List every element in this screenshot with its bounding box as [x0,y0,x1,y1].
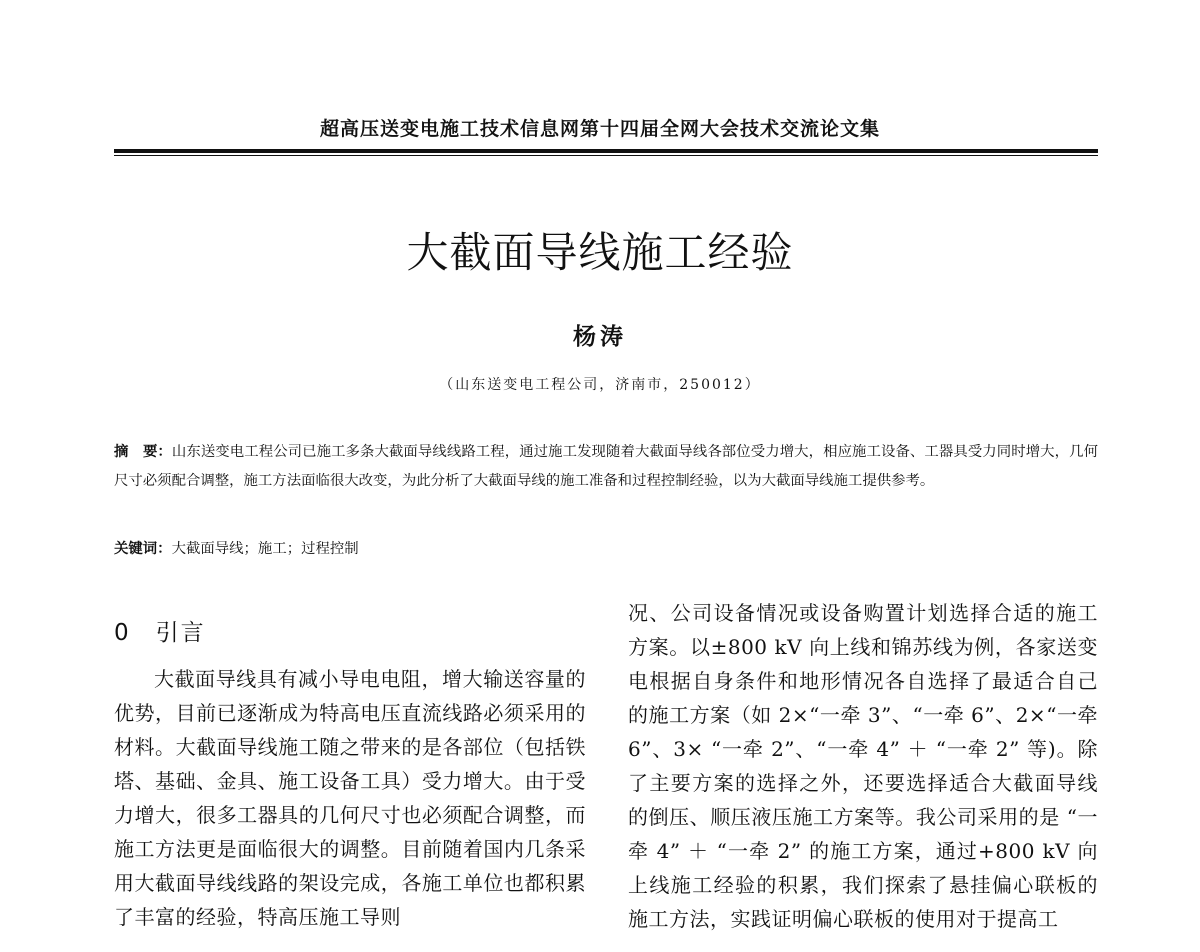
keywords [114,535,1098,564]
paper-author: 杨涛 [573,323,627,350]
section-heading-introduction: 0 引言 [114,620,206,646]
keywords-text: 大截面导线；施工；过程控制 [171,541,359,557]
keywords-label: 关键词： [114,541,172,557]
body-left-column: 大截面导线具有减小导电电阻，增大输送容量的优势，目前已逐渐成为特高电压直流线路必须采用的材料。大截面导线施工随之带来的是各部位（包括铁塔、基础、金具、施工设备工具）受力增大。由于受力增大，很多工器具的几何尺寸也必须配合调整，而施工方法更是面临很大的调整。目前随着国内几条采用大截面导线线路的架设完成，各施工单位也都积累了丰富的经验，特高压施工导则 [114,667,586,929]
body-right-column: 况、公司设备情况或设备购置计划选择合适的施工方案。以±800 kV 向上线和锦苏线为例，各家送变电根据自身条件和地形情况各自选择了最适合自己的施工方案（如 2×“一牵 3”、“一牵 6”、2×“一牵 6”、3× “一牵 2”、“一牵 4” ＋ “一牵 2” 等)。除了主要方案的选择之外，还要选择适合大截面导线的倒压、顺压液压施工方案等。我公司采用的是 “一牵 4” ＋ “一牵 2” 的施工方案，通过+800 kV 向上线施工经验的积累，我们探索了悬挂偏心联板的施工方法，实践证明偏心联板的使用对于提高工 [628,601,1098,931]
abstract [114,438,1098,496]
abstract-label: 摘 要： [114,444,172,460]
header-rule-thin [114,155,1098,156]
paper-title: 大截面导线施工经验 [406,228,794,277]
header-rule-thick [114,149,1098,153]
abstract-text: 山东送变电工程公司已施工多条大截面导线线路工程，通过施工发现随着大截面导线各部位受力增大，相应施工设备、工器具受力同时增大，几何尺寸必须配合调整，施工方法面临很大改变，为此分析了大截面导线的施工准备和过程控制经验，以为大截面导线施工提供参考。 [114,444,1098,489]
author-affiliation: （山东送变电工程公司，济南市，250012） [439,377,761,393]
running-header: 超高压送变电施工技术信息网第十四届全网大会技术交流论文集 [319,118,880,140]
